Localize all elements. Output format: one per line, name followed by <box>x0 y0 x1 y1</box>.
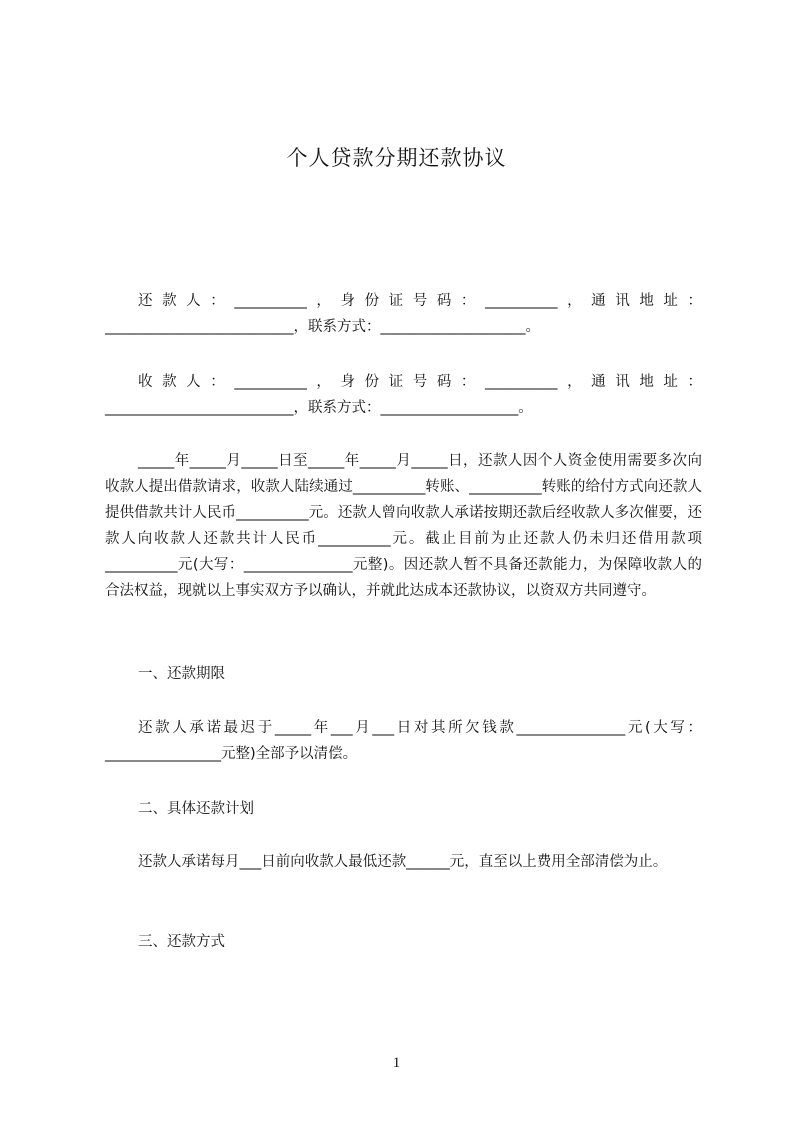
repayer-info-paragraph: 还款人：__________，身份证号码：__________，通讯地址：__________________________，联系方式：____________________。 <box>105 293 702 335</box>
payee-info-paragraph: 收款人：__________，身份证号码：__________，通讯地址：__________________________，联系方式：___________________。 <box>105 374 702 416</box>
background-paragraph: _____年_____月_____日至_____年_____月_____日，还款人因个人资金使用需要多次向收款人提出借款请求，收款人陆续通过__________转账、__________转账的给付方式向还款人提供借款共计人民币__________元。还款人曾向收款人承诺按期还款后经收款人多次催要，还款人向收款人还款共计人民币__________元。截止目前为止还款人仍未归还借用款项__________元(大写：_______________元整)。因还款人暂不具备还款能力，为保障收款人的合法权益，现就以上事实双方予以确认，并就此达成本还款协议，以资双方共同遵守。 <box>105 453 702 599</box>
section-heading-repayment-method: 三、还款方式 <box>138 934 225 950</box>
document-title: 个人贷款分期还款协议 <box>286 146 507 170</box>
repayment-plan-paragraph: 还款人承诺每月___日前向收款人最低还款______元，直至以上费用全部清偿为止。 <box>138 854 668 870</box>
section-heading-repayment-plan: 二、具体还款计划 <box>138 801 254 817</box>
section-heading-repayment-term: 一、还款期限 <box>138 666 225 682</box>
repayment-term-paragraph: 还款人承诺最迟于_____年___月___日对其所欠钱款_______________元(大写：________________元整)全部予以清偿。 <box>105 720 702 762</box>
page-number: 1 <box>392 1055 401 1071</box>
